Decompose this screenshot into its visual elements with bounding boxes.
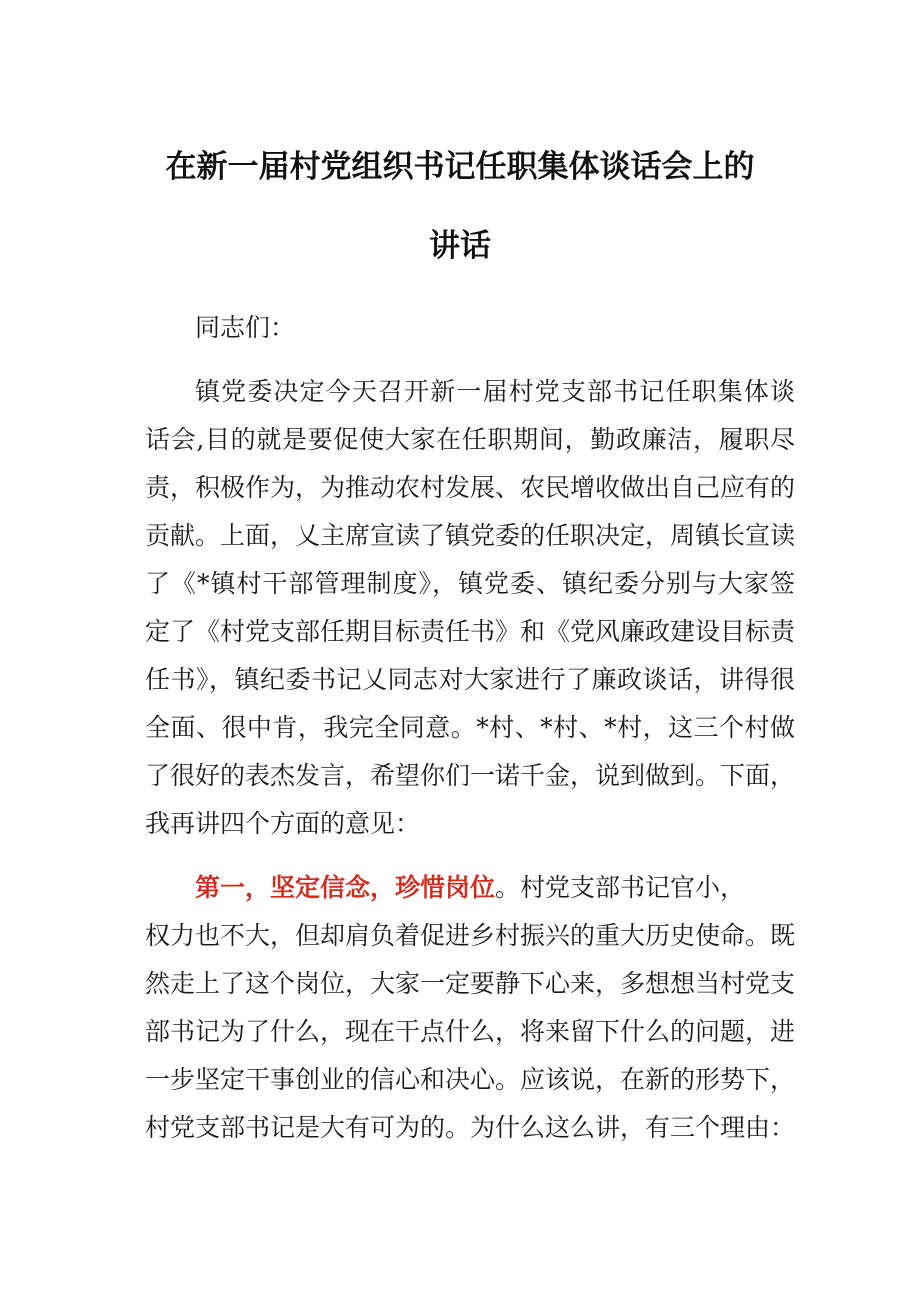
paragraph-2-line: 权力也不大，但却肩负着促进乡村振兴的重大历史使命。既 <box>145 921 795 950</box>
paragraph-1-line: 责，积极作为，为推动农村发展、农民增收做出自己应有的 <box>145 473 795 502</box>
paragraph-2-line: 部书记为了什么，现在干点什么，将来留下什么的问题，进 <box>145 1017 795 1046</box>
paragraph-2-line: 然走上了这个岗位，大家一定要静下心来，多想想当村党支 <box>145 969 795 998</box>
paragraph-1-line: 贡献。上面，乂主席宣读了镇党委的任职决定，周镇长宣读 <box>145 521 795 550</box>
paragraph-1-line: 任书》，镇纪委书记乂同志对大家进行了廉政谈话，讲得很 <box>145 665 795 694</box>
section-heading-first: 第一，坚定信念，珍惜岗位 <box>195 873 496 902</box>
document-title-line-1: 在新一届村党组织书记任职集体谈话会上的 <box>165 149 755 185</box>
paragraph-1-line: 了很好的表杰发言，希望你们一诺千金，说到做到。下面， <box>145 761 795 790</box>
paragraph-1-line: 了《*镇村干部管理制度》，镇党委、镇纪委分别与大家签 <box>145 569 795 598</box>
paragraph-1-line: 话会,目的就是要促使大家在任职期间，勤政廉洁，履职尽 <box>145 425 795 454</box>
paragraph-1-line: 镇党委决定今天召开新一届村党支部书记任职集体谈 <box>195 377 795 406</box>
paragraph-2-first-line-text: 。村党支部书记官小， <box>495 873 746 902</box>
paragraph-1-line: 全面、很中肯，我完全同意。*村、*村、*村，这三个村做 <box>145 713 795 742</box>
paragraph-2-line: 村党支部书记是大有可为的。为什么这么讲，有三个理由： <box>145 1113 795 1142</box>
document-title-line-2: 讲话 <box>429 228 491 264</box>
paragraph-1-line: 定了《村党支部任期目标责任书》和《党风廉政建设目标责 <box>145 617 795 646</box>
salutation: 同志们： <box>195 313 296 342</box>
paragraph-1-line: 我再讲四个方面的意见： <box>145 809 421 838</box>
paragraph-2-first-line <box>195 872 795 904</box>
paragraph-2-line: 一步坚定干事创业的信心和决心。应该说，在新的形势下， <box>145 1065 795 1094</box>
